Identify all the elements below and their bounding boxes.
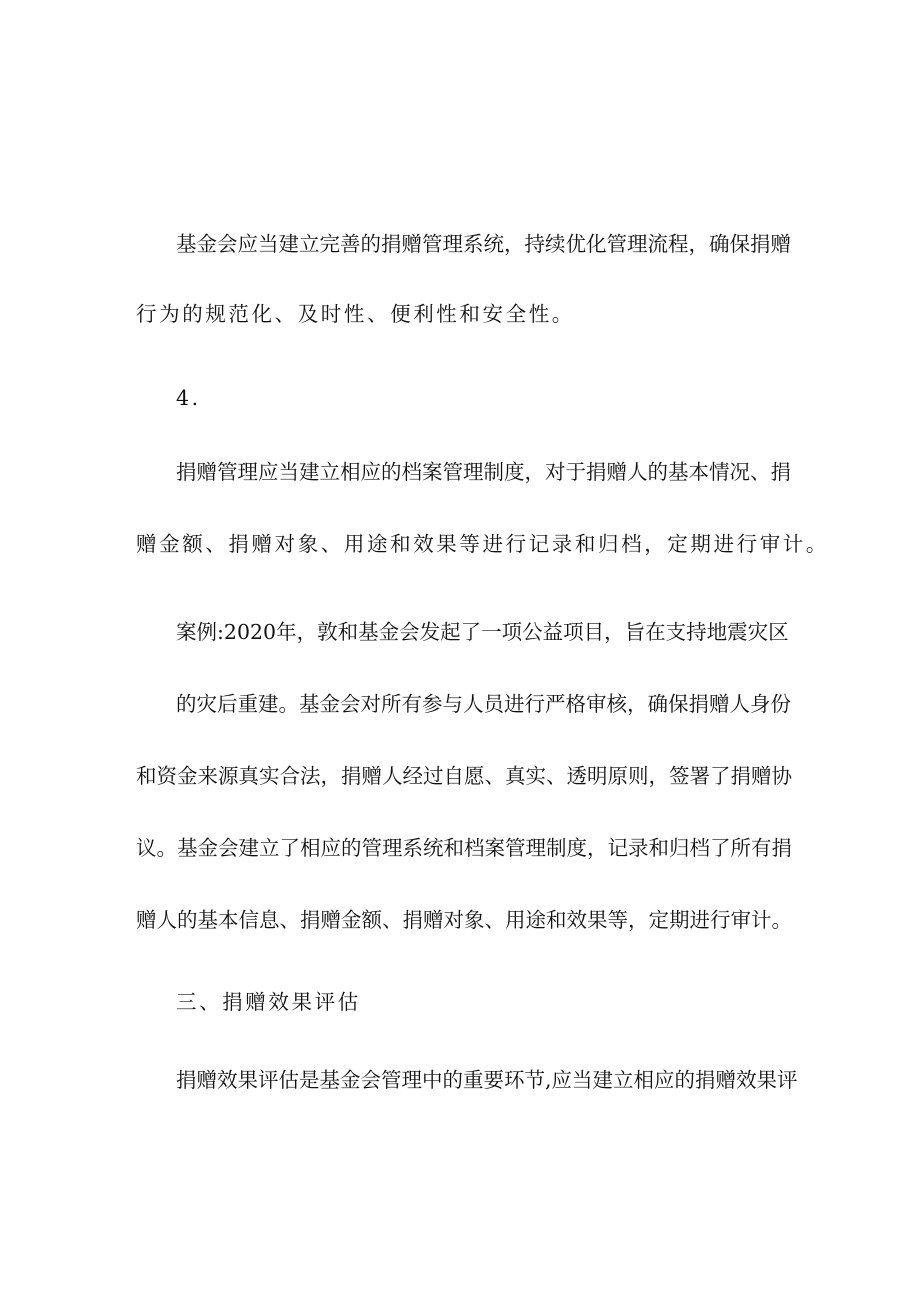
- item-number: 4.: [176, 386, 201, 410]
- case-line-1: 案例:2020年，敦和基金会发起了一项公益项目，旨在支持地震灾区: [176, 620, 789, 644]
- case-line-4: 议。基金会建立了相应的管理系统和档案管理制度，记录和归档了所有捐: [136, 836, 792, 860]
- paragraph-3-line-1: 捐赠效果评估是基金会管理中的重要环节,应当建立相应的捐赠效果评: [176, 1068, 798, 1092]
- case-line-2: 的灾后重建。基金会对所有参与人员进行严格审核，确保捐赠人身份: [176, 692, 791, 716]
- paragraph-1-line-2: 行为的规范化、及时性、便利性和安全性。: [136, 302, 575, 326]
- paragraph-2-line-2: 赠金额、捐赠对象、用途和效果等进行记录和归档，定期进行审计。: [136, 532, 829, 556]
- section-heading: 三、捐赠效果评估: [176, 990, 361, 1014]
- case-line-5: 赠人的基本信息、捐赠金额、捐赠对象、用途和效果等，定期进行审计。: [136, 908, 792, 932]
- paragraph-2-line-1: 捐赠管理应当建立相应的档案管理制度，对于捐赠人的基本情况、捐: [176, 460, 791, 484]
- paragraph-1-line-1: 基金会应当建立完善的捐赠管理系统，持续优化管理流程，确保捐赠: [176, 232, 791, 256]
- case-line-3: 和资金来源真实合法，捐赠人经过自愿、真实、透明原则，签署了捐赠协: [136, 764, 792, 788]
